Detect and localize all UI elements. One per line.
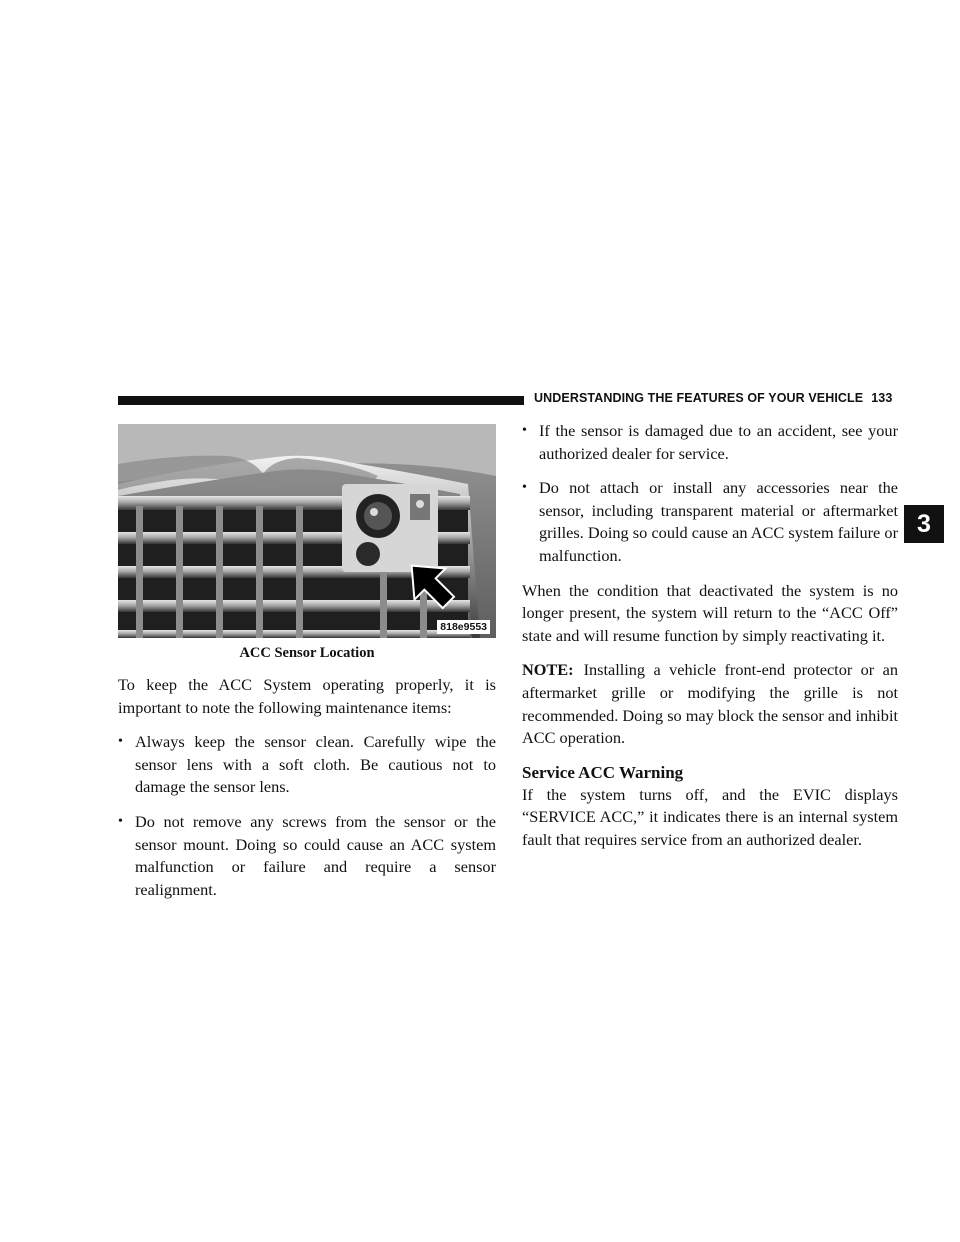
running-header: [534, 391, 892, 405]
reactivation-paragraph: When the condition that deactivated the system is no longer present, the system will return to the “ACC Off” state and will resume function by simply reactivating it.: [522, 580, 898, 645]
note-text: Installing a vehicle front-end protector or an aftermarket grille or modifying the grille is not recommended. Doing so may block the sensor and inhibit ACC operation.: [522, 660, 898, 748]
bullet-text: Do not attach or install any accessories near the sensor, including transparent material or aftermarket grilles. Doing so could cause an ACC system failure or malfunction.: [539, 478, 898, 565]
list-item: [118, 811, 496, 901]
note-paragraph: [522, 659, 898, 749]
page-number: 133: [871, 391, 893, 405]
bullet-text: If the sensor is damaged due to an accident, see your authorized dealer for service.: [539, 421, 898, 463]
bullet-icon: •: [118, 813, 123, 829]
sensor-location-figure: [118, 424, 496, 638]
chapter-tab: 3: [904, 505, 944, 543]
section-heading: Service ACC Warning: [522, 762, 684, 782]
intro-paragraph: To keep the ACC System operating properly, it is important to note the following maintenance items:: [118, 675, 496, 717]
list-item: [522, 420, 898, 465]
note-label: NOTE:: [522, 660, 574, 680]
left-column: [118, 674, 496, 913]
header-title: UNDERSTANDING THE FEATURES OF YOUR VEHICLE: [534, 391, 864, 405]
bullet-icon: •: [118, 734, 123, 750]
bullet-icon: •: [522, 423, 527, 438]
figure-code: 818e9553: [437, 620, 490, 634]
bullet-text: Do not remove any screws from the sensor or the sensor mount. Doing so could cause an ACC system malfunction or failure and require a sensor realignment.: [135, 811, 496, 899]
header-rule: [118, 396, 524, 405]
bullet-icon: •: [522, 480, 527, 496]
list-item: [522, 477, 898, 567]
right-column: [522, 420, 898, 864]
section-paragraph: If the system turns off, and the EVIC displays “SERVICE ACC,” it indicates there is an internal system fault that requires service from an authorized dealer.: [522, 784, 898, 849]
grille-photo: [118, 424, 496, 638]
figure-caption: ACC Sensor Location: [239, 645, 375, 661]
bullet-text: Always keep the sensor clean. Carefully wipe the sensor lens with a soft cloth. Be cautious not to damage the sensor lens.: [135, 732, 496, 797]
list-item: [118, 731, 496, 799]
